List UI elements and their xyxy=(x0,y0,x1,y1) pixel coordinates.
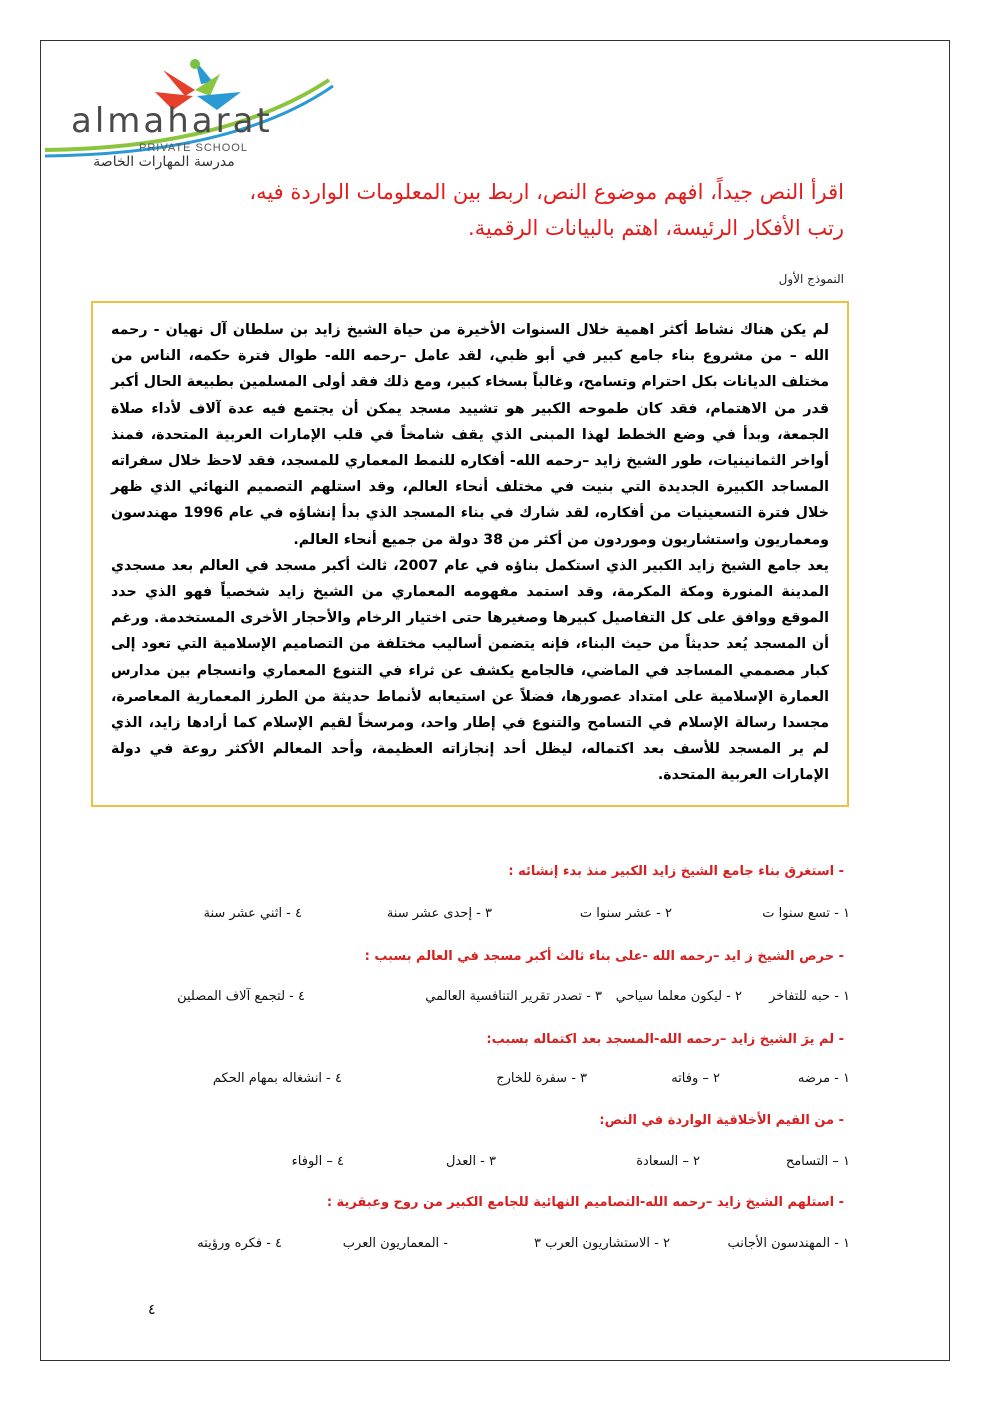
option-1[interactable]: ١ - تسع سنوا ت xyxy=(762,906,850,921)
option-1[interactable]: ١ - مرضه xyxy=(797,1071,850,1086)
option-1[interactable]: ١ - حبه للتفاخر xyxy=(769,989,850,1004)
option-4[interactable]: ٤ - لتجمع آلاف المصلين xyxy=(177,989,305,1004)
option-4[interactable]: ٤ - انشغاله بمهام الحكم xyxy=(212,1071,342,1086)
option-4[interactable]: ٤ - فكره ورؤيته xyxy=(197,1236,282,1251)
question-3-options xyxy=(130,1071,850,1091)
question-4 xyxy=(144,1113,844,1128)
option-4[interactable]: ٤ - اثني عشر سنة xyxy=(203,906,302,921)
question-4-options xyxy=(130,1154,850,1174)
option-2[interactable]: ٢ - عشر سنوا ت xyxy=(579,906,672,921)
logo-wordmark: almaharat xyxy=(71,101,273,141)
question-3 xyxy=(144,1032,844,1047)
question-5-options xyxy=(130,1236,850,1256)
question-title: - استلهم الشيخ زايد –رحمه الله-التصاميم النهائية للجامع الكبير من روح وعبقرية : xyxy=(326,1195,844,1210)
question-title: - من القيم الأخلاقية الواردة في النص: xyxy=(599,1113,844,1128)
option-3[interactable]: ٣ - سفرة للخارج xyxy=(496,1071,587,1086)
passage-paragraph-2: يعد جامع الشيخ زايد الكبير الذي استكمل بناؤه في عام 2007، ثالث أكبر مسجد في العالم بعد مسجدي المدينة المنورة ومكة المكرمة، وقد استمد مفهومه المعماري من الشيخ زايد شخصياً فهو الذي حدد الموقع ووافق على كل التفاصيل كبيرها وصغيرها حتى اختيار الرخام والأحجار الأخرى المستخدمة. ورغم أن المسجد يُعد حديثاً من حيث البناء، فإنه يتضمن أساليب مختلفة من التصاميم الإسلامية التي تعود إلى كبار مصممي المساجد في الماضي، فالجامع يكشف عن ثراء في التنوع المعماري وانسجام بين مدارس العمارة الإسلامية على امتداد عصورها، فضلاً عن استيعابه لأنماط حديثة من الطرز المعمارية المعاصرة، مجسدا رسالة الإسلام في التسامح والتنوع في إطار واحد، ومرسخاً لقيم الإسلام كما أرادها زايد، الذي لم ير المسجد للأسف بعد اكتماله، ليظل أحد إنجازاته العظيمة، وأحد المعالم الأكثر روعة في دولة الإمارات العربية المتحدة. xyxy=(111,557,830,784)
logo-subtitle: PRIVATE SCHOOL xyxy=(139,142,248,154)
question-2-options xyxy=(130,989,850,1009)
option-2[interactable]: ٢ – وفاته xyxy=(671,1071,720,1086)
question-title: - استغرق بناء جامع الشيخ زايد الكبير منذ بدء إنشائه : xyxy=(508,864,844,879)
page-number: ٤ xyxy=(148,1302,156,1318)
question-5 xyxy=(144,1195,844,1210)
instruction-line-2: رتب الأفكار الرئيسة، اهتم بالبيانات الرقمية. xyxy=(468,216,844,240)
question-1 xyxy=(144,864,844,879)
option-1[interactable]: ١ - المهندسون الأجانب xyxy=(727,1236,850,1251)
instructions xyxy=(144,174,844,246)
school-logo xyxy=(45,52,335,170)
option-2[interactable]: ٢ - الاستشاريون العرب ٣ xyxy=(533,1236,670,1251)
question-1-options xyxy=(130,906,850,926)
option-3[interactable]: ٣ - تصدر تقرير التنافسية العالمي xyxy=(425,989,602,1004)
question-title: - لم يرَ الشيخ زايد –رحمه الله-المسجد بعد اكتماله بسبب: xyxy=(486,1032,844,1047)
option-3[interactable]: ٣ - إحدى عشر سنة xyxy=(386,906,492,921)
logo-arabic-name: مدرسة المهارات الخاصة xyxy=(93,154,235,170)
question-title: - حرص الشيخ ز ايد –رحمه الله -على بناء ثالث أكبر مسجد في العالم بسبب : xyxy=(364,949,844,964)
option-3[interactable]: ٣ - العدل xyxy=(445,1154,496,1169)
option-3[interactable]: - المعماريون العرب xyxy=(342,1236,448,1251)
passage-paragraph-1: لم يكن هناك نشاط أكثر اهمية خلال السنوات الأخيرة من حياة الشيخ زايد بن سلطان آل نهيان - رحمه الله – من مشروع بناء جامع كبير في أبو ظبي، لقد عامل –رحمه الله- طوال فترة حكمه، الناس من مختلف الديانات بكل احترام وتسامح، وغالباً بسخاء كبير، ومع ذلك فقد أولى المسلمين بطبيعة الحال أكبر قدر من الاهتمام، فقد كان طموحه الكبير هو تشييد مسجد يمكن أن يجتمع فيه عدة آلاف لأداء صلاة الجمعة، وبدأ في وضع الخطط لهذا المبنى الذي يقف شامخاً في قلب الإمارات العربية المتحدة، فمنذ أواخر الثمانينيات، طور الشيخ زايد –رحمه الله- أفكاره للنمط المعماري للمسجد، فقد لاحظ خلال سفراته المساجد الكبيرة الجديدة التي بنيت في مختلف أنحاء العالم، وقد استلهم التصميم النهائي الذي ظهر خلال فترة التسعينيات من أفكاره، لقد شارك في بناء المسجد الذي بدأ إنشاؤه في عام 1996 مهندسون ومعماريون واستشاريون وموردون من أكثر من 38 دولة من جميع أنحاء العالم. xyxy=(111,322,829,548)
model-label: النموذج الأول xyxy=(778,272,844,286)
reading-passage xyxy=(91,301,849,807)
option-1[interactable]: ١ – التسامح xyxy=(785,1154,850,1169)
option-4[interactable]: ٤ – الوفاء xyxy=(291,1154,344,1169)
question-2 xyxy=(144,949,844,964)
instruction-line-1: اقرأ النص جيداً، افهم موضوع النص، اربط بين المعلومات الواردة فيه، xyxy=(249,180,844,204)
option-2[interactable]: ٢ – السعادة xyxy=(636,1154,700,1169)
option-2[interactable]: ٢ - ليكون معلما سياحي xyxy=(615,989,742,1004)
